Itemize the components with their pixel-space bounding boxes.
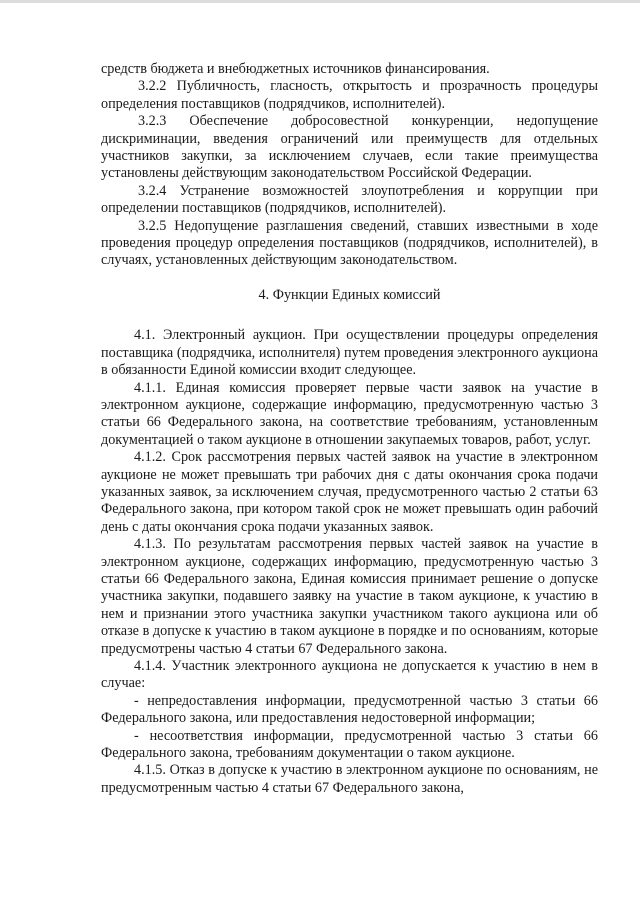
scan-edge-line [0, 0, 640, 3]
paragraph-3-2-2: 3.2.2 Публичность, гласность, открытость и прозрачность процедуры определения поставщиков (подрядчиков, исполнителей). [101, 78, 598, 112]
list-item-1: - непредоставления информации, предусмотренной частью 3 статьи 66 Федерального закона, или предоставления недостоверной информации; [101, 692, 598, 727]
paragraph-3-2-1-tail: средств бюджета и внебюджетных источников финансирования. [101, 61, 490, 77]
paragraph-4-1-2: 4.1.2. Срок рассмотрения первых частей заявок на участие в электронном аукционе не может превышать три рабочих дня с даты окончания срока подачи указанных заявок, за исключением случая, предусмотренного частью 2 статьи 63 Федерального закона, при котором такой срок не может превышать один рабочий день с даты окончания срока подачи указанных заявок. [101, 449, 598, 535]
section-heading: 4. Функции Единых комиссий [258, 286, 441, 303]
paragraph-3-2-4: 3.2.4 Устранение возможностей злоупотребления и коррупции при определении поставщиков (подрядчиков, исполнителей). [101, 182, 598, 217]
paragraph-3-2-5: 3.2.5 Недопущение разглашения сведений, ставших известными в ходе проведения процедур определения поставщиков (подрядчиков, исполнителей), в случаях, установленных действующим законодательством. [101, 217, 598, 269]
paragraph-4-1: 4.1. Электронный аукцион. При осуществлении процедуры определения поставщика (подрядчика, исполнителя) путем проведения электронного аукциона в обязанности Единой комиссии входит следующее. [101, 327, 598, 379]
paragraph-4-1-1: 4.1.1. Единая комиссия проверяет первые части заявок на участие в электронном аукционе, содержащие информацию, предусмотренную частью 3 статьи 66 Федерального закона, на соответствие требованиям, установленным документацией о таком аукционе в отношении закупаемых товаров, работ, услуг. [101, 379, 598, 448]
document-body [101, 61, 598, 797]
paragraph-4-1-5: 4.1.5. Отказ в допуске к участию в электронном аукционе по основаниям, не предусмотренным частью 4 статьи 67 Федерального закона, [101, 762, 598, 796]
list-item-2: - несоответствия информации, предусмотренной частью 3 статьи 66 Федерального закона, требованиям документации о таком аукционе. [101, 727, 598, 762]
paragraph-4-1-3: 4.1.3. По результатам рассмотрения первых частей заявок на участие в электронном аукционе, содержащих информацию, предусмотренную частью 3 статьи 66 Федерального закона, Единая комиссия принимает решение о допуске участника закупки, подавшего заявку на участие в таком аукционе, к участию в нем и признании этого участника закупки участником такого аукциона или об отказе в допуске к участию в таком аукционе в порядке и по основаниям, которые предусмотрены частью 4 статьи 67 Федерального закона. [101, 536, 598, 657]
paragraph-3-2-3: 3.2.3 Обеспечение добросовестной конкуренции, недопущение дискриминации, введения ограничений или преимуществ для отдельных участников закупки, за исключением случаев, если такие преимущества установлены действующим законодательством Российской Федерации. [101, 113, 598, 182]
paragraph-4-1-4: 4.1.4. Участник электронного аукциона не допускается к участию в нем в случае: [101, 658, 598, 692]
